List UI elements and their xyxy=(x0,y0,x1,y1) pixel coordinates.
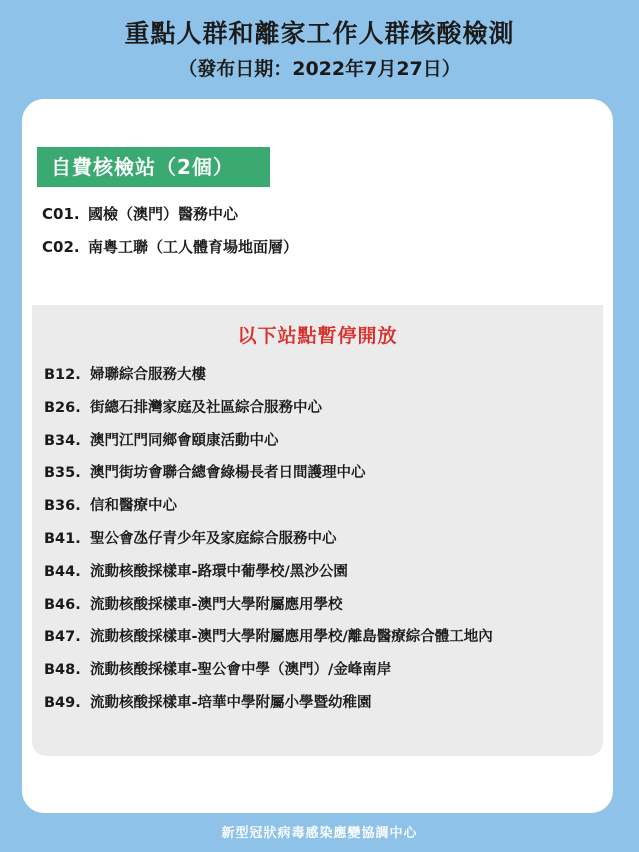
self-pay-list xyxy=(42,203,298,269)
station-code: B47. xyxy=(44,629,81,646)
station-code: B34. xyxy=(44,432,81,449)
list-item xyxy=(44,691,493,724)
footer-organization: 新型冠狀病毒感染應變協調中心 xyxy=(221,826,418,841)
station-code: C01. xyxy=(42,205,80,223)
list-item xyxy=(44,494,493,527)
station-name: 流動核酸採樣車-澳門大學附屬應用學校/離島醫療綜合體工地內 xyxy=(90,629,493,646)
suspended-list xyxy=(44,363,493,724)
list-item xyxy=(42,236,298,269)
publish-date: （發布日期：2022年7月27日） xyxy=(178,58,461,80)
station-name: 街總石排灣家庭及社區綜合服務中心 xyxy=(90,399,322,416)
station-name: 流動核酸採樣車-路環中葡學校/黑沙公園 xyxy=(90,563,348,580)
list-item xyxy=(44,461,493,494)
list-item xyxy=(44,363,493,396)
station-code: B26. xyxy=(44,399,81,416)
content-card xyxy=(22,99,613,813)
station-name: 信和醫療中心 xyxy=(90,498,177,515)
station-name: 澳門江門同鄉會頤康活動中心 xyxy=(90,432,279,449)
station-code: B35. xyxy=(44,465,81,482)
station-name: 南粵工聯（工人體育場地面層） xyxy=(88,238,299,256)
suspended-panel xyxy=(32,305,603,756)
station-code: B44. xyxy=(44,563,81,580)
list-item xyxy=(44,560,493,593)
list-item xyxy=(44,527,493,560)
self-pay-heading: 自費核檢站（2個） xyxy=(37,147,270,187)
list-item xyxy=(44,658,493,691)
station-code: B49. xyxy=(44,694,81,711)
station-code: B46. xyxy=(44,596,81,613)
station-code: B48. xyxy=(44,662,81,679)
station-name: 流動核酸採樣車-培華中學附屬小學暨幼稚園 xyxy=(90,694,372,711)
list-item xyxy=(42,203,298,236)
page-title: 重點人群和離家工作人群核酸檢測 xyxy=(124,19,515,48)
list-item xyxy=(44,429,493,462)
station-code: B36. xyxy=(44,498,81,515)
station-code: B12. xyxy=(44,367,81,383)
list-item xyxy=(44,625,493,658)
station-code: B41. xyxy=(44,530,81,547)
list-item xyxy=(44,396,493,429)
station-name: 國檢（澳門）醫務中心 xyxy=(88,205,239,223)
station-name: 婦聯綜合服務大樓 xyxy=(90,367,206,383)
station-name: 流動核酸採樣車-聖公會中學（澳門）/金峰南岸 xyxy=(90,662,392,679)
station-code: C02. xyxy=(42,238,80,256)
station-name: 流動核酸採樣車-澳門大學附屬應用學校 xyxy=(90,596,343,613)
station-name: 聖公會氹仔青少年及家庭綜合服務中心 xyxy=(90,530,337,547)
station-name: 澳門街坊會聯合總會綠楊長者日間護理中心 xyxy=(90,465,366,482)
suspended-heading: 以下站點暫停開放 xyxy=(237,325,398,347)
list-item xyxy=(44,593,493,626)
